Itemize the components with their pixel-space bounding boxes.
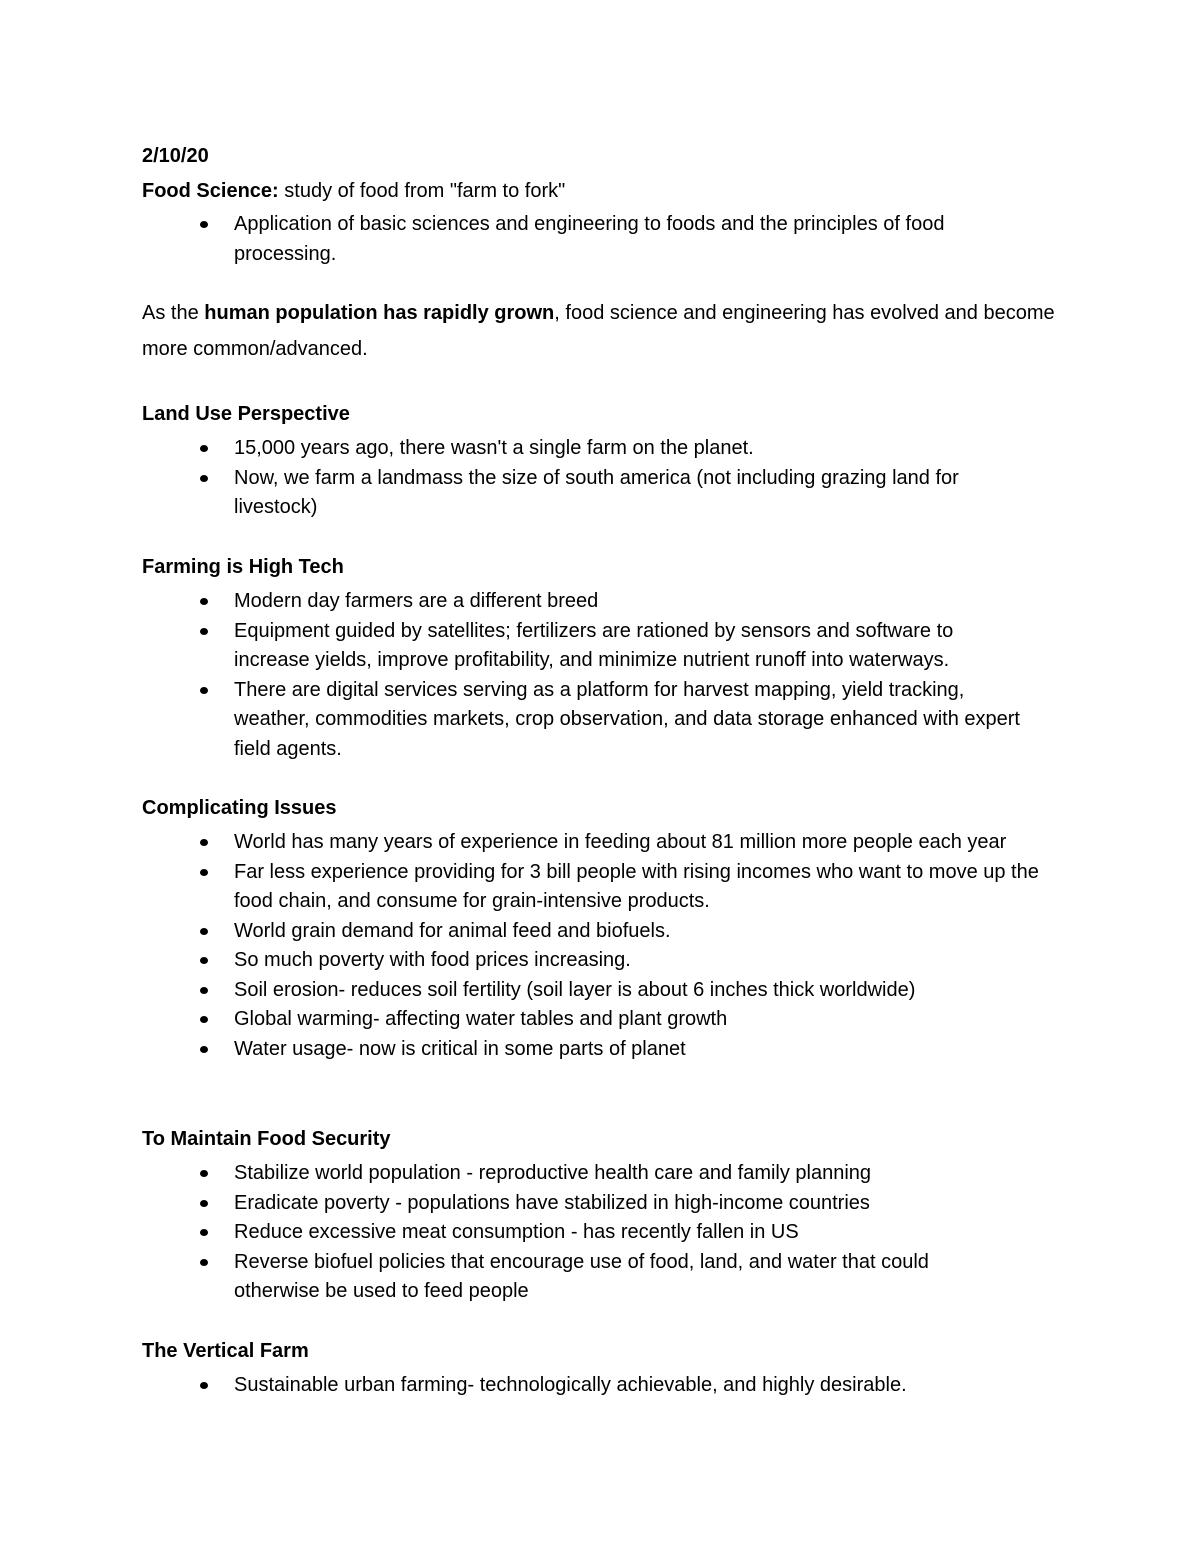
list-item: Modern day farmers are a different breed xyxy=(142,587,1062,617)
list-item: Application of basic sciences and engineering to foods and the principles of food processing. xyxy=(142,210,1024,269)
section-heading: Complicating Issues xyxy=(142,797,337,819)
section-heading: The Vertical Farm xyxy=(142,1340,309,1362)
population-paragraph: As the human population has rapidly grown, food science and engineering has evolved and become more common/advanced. xyxy=(142,302,1055,360)
population-emphasis: human population has rapidly grown xyxy=(204,302,555,324)
list-item: Equipment guided by satellites; fertilizers are rationed by sensors and software to increase yields, improve profitability, and minimize nutrient runoff into waterways. xyxy=(142,617,1024,676)
section-bullets xyxy=(142,1371,1062,1401)
food-science-block xyxy=(142,178,1062,269)
list-item: Reduce excessive meat consumption - has recently fallen in US xyxy=(142,1218,1062,1248)
section-complicating-issues xyxy=(142,795,1062,1064)
list-item: 15,000 years ago, there wasn't a single farm on the planet. xyxy=(142,434,1062,464)
list-item: World grain demand for animal feed and biofuels. xyxy=(142,917,1062,947)
list-item: Stabilize world population - reproductive health care and family planning xyxy=(142,1159,1062,1189)
food-science-text: study of food from "farm to fork" xyxy=(278,180,566,202)
list-item: So much poverty with food prices increasing. xyxy=(142,946,1062,976)
list-item: Reverse biofuel policies that encourage use of food, land, and water that could otherwise be used to feed people xyxy=(142,1248,1004,1307)
list-item: Soil erosion- reduces soil fertility (soil layer is about 6 inches thick worldwide) xyxy=(142,976,1062,1006)
section-heading: To Maintain Food Security xyxy=(142,1128,391,1150)
list-item: Water usage- now is critical in some parts of planet xyxy=(142,1035,1062,1065)
food-science-bullets xyxy=(142,210,1062,269)
list-item: Sustainable urban farming- technologically achievable, and highly desirable. xyxy=(142,1371,1062,1401)
list-item: World has many years of experience in feeding about 81 million more people each year xyxy=(142,828,1034,858)
section-bullets xyxy=(142,434,1062,523)
food-science-term: Food Science: xyxy=(142,180,279,202)
food-science-definition xyxy=(142,178,1062,204)
section-land-use xyxy=(142,401,1062,523)
list-item: Far less experience providing for 3 bill people with rising incomes who want to move up the food chain, and consume for grain-intensive products. xyxy=(142,858,1054,917)
section-heading: Farming is High Tech xyxy=(142,556,344,578)
section-bullets xyxy=(142,587,1062,764)
section-bullets xyxy=(142,828,1062,1064)
section-vertical-farm xyxy=(142,1338,1062,1401)
note-date: 2/10/20 xyxy=(142,145,209,167)
list-item: Eradicate poverty - populations have stabilized in high-income countries xyxy=(142,1189,1062,1219)
section-food-security xyxy=(142,1126,1062,1307)
list-item: Now, we farm a landmass the size of south america (not including grazing land for livestock) xyxy=(142,464,1034,523)
section-heading: Land Use Perspective xyxy=(142,403,350,425)
list-item: There are digital services serving as a platform for harvest mapping, yield tracking, weather, commodities markets, crop observation, and data storage enhanced with expert field agents. xyxy=(142,676,1044,765)
section-farming-high-tech xyxy=(142,554,1062,764)
section-bullets xyxy=(142,1159,1062,1307)
list-item: Global warming- affecting water tables and plant growth xyxy=(142,1005,1062,1035)
